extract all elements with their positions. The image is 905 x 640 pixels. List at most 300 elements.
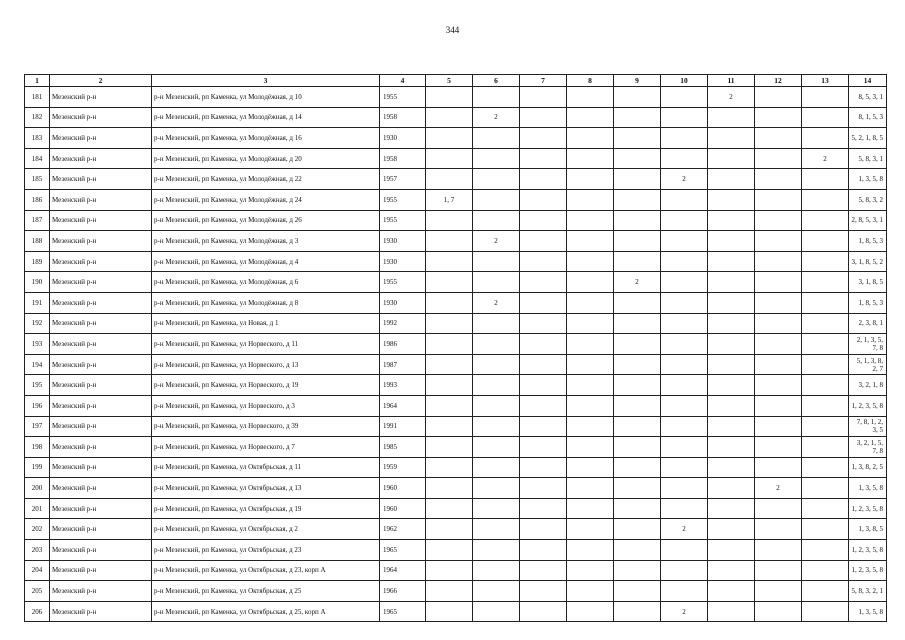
table-cell-col-5 (426, 437, 473, 458)
table-cell-col-7 (520, 189, 567, 210)
table-cell-col-4: 1955 (380, 272, 426, 293)
table-cell-col-3: р-н Мезенский, рп Каменка, ул Норвеского, д 19 (152, 375, 380, 396)
table-cell-col-3: р-н Мезенский, рп Каменка, ул Октябрьская, д 25, корп А (152, 601, 380, 622)
table-cell-col-1: 199 (25, 457, 50, 478)
table-cell-col-4: 1930 (380, 128, 426, 149)
table-cell-col-2: Мезенский р-н (50, 231, 152, 252)
table-cell-col-2: Мезенский р-н (50, 519, 152, 540)
table-cell-col-1: 195 (25, 375, 50, 396)
table-cell-col-12 (755, 169, 802, 190)
table-cell-col-7 (520, 519, 567, 540)
table-cell-col-3: р-н Мезенский, рп Каменка, ул Молодёжная, д 10 (152, 87, 380, 108)
table-cell-col-4: 1955 (380, 210, 426, 231)
table-row (25, 354, 887, 375)
table-cell-col-9 (614, 498, 661, 519)
table-cell-col-8 (567, 375, 614, 396)
column-header-5: 5 (426, 75, 473, 87)
table-cell-col-3: р-н Мезенский, рп Каменка, ул Молодёжная, д 8 (152, 292, 380, 313)
table-cell-col-12 (755, 540, 802, 561)
table-cell-col-11 (708, 169, 755, 190)
table-cell-col-2: Мезенский р-н (50, 169, 152, 190)
table-cell-col-9 (614, 128, 661, 149)
table-cell-col-14: 1, 2, 3, 5, 8 (849, 540, 887, 561)
table-cell-col-3: р-н Мезенский, рп Каменка, ул Молодёжная, д 24 (152, 189, 380, 210)
table-cell-col-5 (426, 354, 473, 375)
table-cell-col-11 (708, 313, 755, 334)
table-cell-col-6 (473, 148, 520, 169)
table-cell-col-10 (661, 292, 708, 313)
table-cell-col-8 (567, 148, 614, 169)
table-cell-col-9 (614, 210, 661, 231)
table-cell-col-9 (614, 354, 661, 375)
table-cell-col-6 (473, 581, 520, 602)
table-cell-col-5 (426, 560, 473, 581)
column-header-9: 9 (614, 75, 661, 87)
table-cell-col-9 (614, 375, 661, 396)
table-cell-col-5 (426, 148, 473, 169)
table-cell-col-4: 1962 (380, 519, 426, 540)
table-cell-col-14: 1, 2, 3, 5, 8 (849, 498, 887, 519)
table-cell-col-14: 5, 8, 3, 1 (849, 148, 887, 169)
table-cell-col-8 (567, 457, 614, 478)
table-cell-col-3: р-н Мезенский, рп Каменка, ул Молодёжная, д 26 (152, 210, 380, 231)
table-cell-col-4: 1957 (380, 169, 426, 190)
table-cell-col-1: 202 (25, 519, 50, 540)
table-cell-col-12 (755, 210, 802, 231)
table-cell-col-7 (520, 375, 567, 396)
table-cell-col-7 (520, 107, 567, 128)
table-cell-col-10 (661, 210, 708, 231)
table-cell-col-13 (802, 581, 849, 602)
table-cell-col-3: р-н Мезенский, рп Каменка, ул Норвеского, д 39 (152, 416, 380, 437)
table-cell-col-14: 1, 8, 5, 3 (849, 231, 887, 252)
table-cell-col-2: Мезенский р-н (50, 498, 152, 519)
table-cell-col-10 (661, 437, 708, 458)
table-cell-col-12 (755, 395, 802, 416)
table-row (25, 189, 887, 210)
table-cell-col-12 (755, 231, 802, 252)
table-cell-col-14: 1, 3, 5, 8 (849, 478, 887, 499)
table-cell-col-12 (755, 107, 802, 128)
table-cell-col-10 (661, 334, 708, 355)
table-row (25, 334, 887, 355)
table-cell-col-3: р-н Мезенский, рп Каменка, ул Октябрьская, д 19 (152, 498, 380, 519)
table-cell-col-2: Мезенский р-н (50, 457, 152, 478)
table-cell-col-2: Мезенский р-н (50, 87, 152, 108)
column-header-7: 7 (520, 75, 567, 87)
table-cell-col-9 (614, 416, 661, 437)
table-cell-col-11 (708, 128, 755, 149)
table-cell-col-9 (614, 313, 661, 334)
table-cell-col-8 (567, 107, 614, 128)
table-cell-col-7 (520, 313, 567, 334)
table-cell-col-10 (661, 128, 708, 149)
table-cell-col-3: р-н Мезенский, рп Каменка, ул Новая, д 1 (152, 313, 380, 334)
table-cell-col-2: Мезенский р-н (50, 128, 152, 149)
table-cell-col-10: 2 (661, 601, 708, 622)
table-cell-col-13 (802, 272, 849, 293)
table-cell-col-13 (802, 601, 849, 622)
table-cell-col-14: 2, 1, 3, 5, 7, 8 (849, 334, 887, 355)
table-cell-col-2: Мезенский р-н (50, 272, 152, 293)
table-row (25, 272, 887, 293)
table-cell-col-1: 185 (25, 169, 50, 190)
table-cell-col-9 (614, 148, 661, 169)
table-cell-col-9 (614, 457, 661, 478)
table-cell-col-2: Мезенский р-н (50, 292, 152, 313)
table-cell-col-5 (426, 107, 473, 128)
table-cell-col-9 (614, 601, 661, 622)
table-cell-col-6 (473, 437, 520, 458)
table-cell-col-14: 3, 2, 1, 8 (849, 375, 887, 396)
table-cell-col-8 (567, 169, 614, 190)
table-cell-col-3: р-н Мезенский, рп Каменка, ул Молодёжная, д 20 (152, 148, 380, 169)
table-cell-col-12 (755, 375, 802, 396)
table-cell-col-14: 1, 8, 5, 3 (849, 292, 887, 313)
table-cell-col-7 (520, 416, 567, 437)
table-cell-col-6 (473, 169, 520, 190)
table-cell-col-11 (708, 581, 755, 602)
table-row (25, 519, 887, 540)
table-cell-col-13 (802, 519, 849, 540)
table-cell-col-2: Мезенский р-н (50, 395, 152, 416)
table-cell-col-1: 193 (25, 334, 50, 355)
table-cell-col-5 (426, 210, 473, 231)
table-cell-col-3: р-н Мезенский, рп Каменка, ул Октябрьская, д 13 (152, 478, 380, 499)
table-cell-col-14: 8, 1, 5, 3 (849, 107, 887, 128)
table-cell-col-10 (661, 560, 708, 581)
table-cell-col-2: Мезенский р-н (50, 189, 152, 210)
table-cell-col-5 (426, 601, 473, 622)
table-cell-col-13 (802, 416, 849, 437)
table-cell-col-9 (614, 581, 661, 602)
table-cell-col-13 (802, 292, 849, 313)
table-cell-col-6 (473, 210, 520, 231)
table-cell-col-9 (614, 251, 661, 272)
column-header-10: 10 (661, 75, 708, 87)
table-cell-col-3: р-н Мезенский, рп Каменка, ул Молодёжная, д 16 (152, 128, 380, 149)
table-cell-col-7 (520, 169, 567, 190)
table-cell-col-5 (426, 313, 473, 334)
table-cell-col-4: 1955 (380, 87, 426, 108)
table-cell-col-3: р-н Мезенский, рп Каменка, ул Октябрьская, д 25 (152, 581, 380, 602)
table-cell-col-4: 1930 (380, 251, 426, 272)
table-cell-col-4: 1966 (380, 581, 426, 602)
table-cell-col-4: 1958 (380, 148, 426, 169)
column-header-8: 8 (567, 75, 614, 87)
table-cell-col-3: р-н Мезенский, рп Каменка, ул Норвеского, д 7 (152, 437, 380, 458)
table-cell-col-13 (802, 560, 849, 581)
table-row (25, 478, 887, 499)
table-cell-col-13 (802, 313, 849, 334)
table-cell-col-1: 194 (25, 354, 50, 375)
table-cell-col-2: Мезенский р-н (50, 251, 152, 272)
table-cell-col-10 (661, 540, 708, 561)
table-cell-col-5 (426, 251, 473, 272)
table-cell-col-5 (426, 231, 473, 252)
table-cell-col-1: 198 (25, 437, 50, 458)
table-cell-col-8 (567, 498, 614, 519)
table-cell-col-6 (473, 540, 520, 561)
table-cell-col-14: 3, 1, 8, 5 (849, 272, 887, 293)
table-row (25, 251, 887, 272)
table-cell-col-4: 1958 (380, 107, 426, 128)
table-cell-col-1: 189 (25, 251, 50, 272)
table-cell-col-5 (426, 87, 473, 108)
table-cell-col-12 (755, 272, 802, 293)
table-cell-col-6 (473, 395, 520, 416)
table-cell-col-7 (520, 334, 567, 355)
table-cell-col-11 (708, 210, 755, 231)
table-cell-col-5 (426, 498, 473, 519)
table-cell-col-5 (426, 457, 473, 478)
housing-table (24, 74, 887, 622)
table-cell-col-5 (426, 478, 473, 499)
table-cell-col-6 (473, 519, 520, 540)
table-cell-col-9 (614, 560, 661, 581)
table-cell-col-5 (426, 540, 473, 561)
table-cell-col-11 (708, 437, 755, 458)
table-cell-col-6 (473, 478, 520, 499)
table-cell-col-8 (567, 231, 614, 252)
table-cell-col-3: р-н Мезенский, рп Каменка, ул Молодёжная, д 22 (152, 169, 380, 190)
table-cell-col-13 (802, 354, 849, 375)
table-cell-col-9 (614, 169, 661, 190)
table-cell-col-6 (473, 375, 520, 396)
table-cell-col-3: р-н Мезенский, рп Каменка, ул Октябрьская, д 11 (152, 457, 380, 478)
table-cell-col-9 (614, 437, 661, 458)
table-cell-col-5 (426, 581, 473, 602)
table-cell-col-6 (473, 601, 520, 622)
table-cell-col-11 (708, 478, 755, 499)
table-cell-col-1: 192 (25, 313, 50, 334)
table-row (25, 87, 887, 108)
table-cell-col-5 (426, 519, 473, 540)
table-cell-col-4: 1993 (380, 375, 426, 396)
table-cell-col-13 (802, 498, 849, 519)
table-cell-col-14: 2, 3, 8, 1 (849, 313, 887, 334)
table-cell-col-11 (708, 519, 755, 540)
table-row (25, 560, 887, 581)
column-header-1: 1 (25, 75, 50, 87)
table-cell-col-7 (520, 581, 567, 602)
table-row (25, 601, 887, 622)
table-cell-col-13 (802, 169, 849, 190)
column-header-4: 4 (380, 75, 426, 87)
table-row (25, 457, 887, 478)
table-cell-col-6 (473, 354, 520, 375)
table-cell-col-3: р-н Мезенский, рп Каменка, ул Октябрьская, д 2 (152, 519, 380, 540)
table-cell-col-9 (614, 519, 661, 540)
table-cell-col-5 (426, 334, 473, 355)
table-cell-col-2: Мезенский р-н (50, 375, 152, 396)
table-cell-col-10 (661, 457, 708, 478)
table-cell-col-10 (661, 375, 708, 396)
table-cell-col-2: Мезенский р-н (50, 210, 152, 231)
table-cell-col-1: 184 (25, 148, 50, 169)
table-cell-col-13 (802, 375, 849, 396)
table-cell-col-2: Мезенский р-н (50, 560, 152, 581)
table-cell-col-7 (520, 478, 567, 499)
table-cell-col-2: Мезенский р-н (50, 334, 152, 355)
table-cell-col-11 (708, 416, 755, 437)
table-cell-col-13 (802, 87, 849, 108)
table-cell-col-13 (802, 334, 849, 355)
table-cell-col-14: 8, 5, 3, 1 (849, 87, 887, 108)
table-cell-col-5: 1, 7 (426, 189, 473, 210)
table-cell-col-6 (473, 272, 520, 293)
table-cell-col-14: 1, 2, 3, 5, 8 (849, 560, 887, 581)
table-cell-col-11 (708, 375, 755, 396)
table-cell-col-12 (755, 457, 802, 478)
table-cell-col-14: 5, 2, 1, 8, 5 (849, 128, 887, 149)
table-row (25, 107, 887, 128)
table-cell-col-8 (567, 560, 614, 581)
table-row (25, 148, 887, 169)
table-cell-col-1: 197 (25, 416, 50, 437)
table-cell-col-9 (614, 478, 661, 499)
column-header-14: 14 (849, 75, 887, 87)
table-cell-col-5 (426, 128, 473, 149)
table-cell-col-10 (661, 189, 708, 210)
table-cell-col-6: 2 (473, 107, 520, 128)
table-cell-col-1: 188 (25, 231, 50, 252)
table-cell-col-8 (567, 128, 614, 149)
table-cell-col-1: 196 (25, 395, 50, 416)
table-cell-col-11 (708, 540, 755, 561)
table-cell-col-7 (520, 601, 567, 622)
table-cell-col-11 (708, 498, 755, 519)
table-cell-col-6 (473, 251, 520, 272)
table-cell-col-2: Мезенский р-н (50, 148, 152, 169)
table-cell-col-9 (614, 540, 661, 561)
table-cell-col-7 (520, 395, 567, 416)
table-cell-col-11 (708, 107, 755, 128)
table-cell-col-1: 200 (25, 478, 50, 499)
table-cell-col-3: р-н Мезенский, рп Каменка, ул Норвеского, д 3 (152, 395, 380, 416)
table-cell-col-14: 1, 3, 8, 2, 5 (849, 457, 887, 478)
table-cell-col-12 (755, 581, 802, 602)
table-cell-col-4: 1964 (380, 395, 426, 416)
table-cell-col-1: 205 (25, 581, 50, 602)
table-cell-col-12 (755, 313, 802, 334)
table-body (25, 87, 887, 622)
table-cell-col-8 (567, 601, 614, 622)
table-row (25, 395, 887, 416)
table-cell-col-6 (473, 498, 520, 519)
table-cell-col-6 (473, 189, 520, 210)
table-cell-col-5 (426, 272, 473, 293)
table-cell-col-11 (708, 251, 755, 272)
table-cell-col-11 (708, 560, 755, 581)
table-cell-col-2: Мезенский р-н (50, 354, 152, 375)
table-cell-col-7 (520, 272, 567, 293)
table-cell-col-14: 1, 2, 3, 5, 8 (849, 395, 887, 416)
table-cell-col-12 (755, 334, 802, 355)
table-cell-col-10 (661, 313, 708, 334)
table-cell-col-6: 2 (473, 231, 520, 252)
table-cell-col-13 (802, 231, 849, 252)
table-cell-col-12 (755, 437, 802, 458)
table-cell-col-4: 1987 (380, 354, 426, 375)
table-cell-col-10 (661, 395, 708, 416)
table-cell-col-7 (520, 231, 567, 252)
table-cell-col-8 (567, 87, 614, 108)
table-cell-col-4: 1960 (380, 498, 426, 519)
table-row (25, 128, 887, 149)
table-cell-col-12 (755, 87, 802, 108)
table-cell-col-5 (426, 375, 473, 396)
table-cell-col-4: 1930 (380, 292, 426, 313)
table-cell-col-7 (520, 292, 567, 313)
table-cell-col-11 (708, 457, 755, 478)
table-cell-col-14: 5, 1, 3, 8, 2, 7 (849, 354, 887, 375)
table-cell-col-13: 2 (802, 148, 849, 169)
table-cell-col-10 (661, 272, 708, 293)
table-cell-col-6 (473, 313, 520, 334)
table-cell-col-2: Мезенский р-н (50, 107, 152, 128)
table-cell-col-9 (614, 395, 661, 416)
table-cell-col-9 (614, 292, 661, 313)
table-cell-col-6 (473, 560, 520, 581)
table-cell-col-3: р-н Мезенский, рп Каменка, ул Норвеского, д 13 (152, 354, 380, 375)
table-cell-col-12: 2 (755, 478, 802, 499)
table-cell-col-4: 1986 (380, 334, 426, 355)
table-cell-col-6 (473, 128, 520, 149)
table-cell-col-10 (661, 148, 708, 169)
table-cell-col-13 (802, 251, 849, 272)
table-cell-col-4: 1930 (380, 231, 426, 252)
table-cell-col-8 (567, 581, 614, 602)
table-row (25, 437, 887, 458)
table-cell-col-8 (567, 251, 614, 272)
table-cell-col-7 (520, 457, 567, 478)
table-cell-col-6 (473, 416, 520, 437)
table-cell-col-1: 191 (25, 292, 50, 313)
table-cell-col-11 (708, 395, 755, 416)
table-cell-col-13 (802, 540, 849, 561)
table-cell-col-11 (708, 272, 755, 293)
table-cell-col-11 (708, 334, 755, 355)
table-cell-col-9 (614, 334, 661, 355)
table-cell-col-7 (520, 560, 567, 581)
table-cell-col-4: 1992 (380, 313, 426, 334)
table-cell-col-14: 3, 2, 1, 5, 7, 8 (849, 437, 887, 458)
table-cell-col-11 (708, 292, 755, 313)
table-cell-col-4: 1965 (380, 540, 426, 561)
table-row (25, 313, 887, 334)
column-header-3: 3 (152, 75, 380, 87)
table-cell-col-14: 1, 3, 5, 8 (849, 169, 887, 190)
table-cell-col-14: 1, 3, 5, 8 (849, 601, 887, 622)
table-cell-col-7 (520, 437, 567, 458)
table-cell-col-8 (567, 313, 614, 334)
table-cell-col-6: 2 (473, 292, 520, 313)
table-cell-col-3: р-н Мезенский, рп Каменка, ул Норвеского, д 11 (152, 334, 380, 355)
table-cell-col-13 (802, 189, 849, 210)
column-header-6: 6 (473, 75, 520, 87)
table-cell-col-1: 203 (25, 540, 50, 561)
table-cell-col-8 (567, 210, 614, 231)
table-cell-col-8 (567, 292, 614, 313)
table-cell-col-12 (755, 560, 802, 581)
table-cell-col-9 (614, 87, 661, 108)
table-cell-col-7 (520, 540, 567, 561)
table-cell-col-9: 2 (614, 272, 661, 293)
table-row (25, 498, 887, 519)
table-cell-col-7 (520, 354, 567, 375)
table-cell-col-12 (755, 128, 802, 149)
